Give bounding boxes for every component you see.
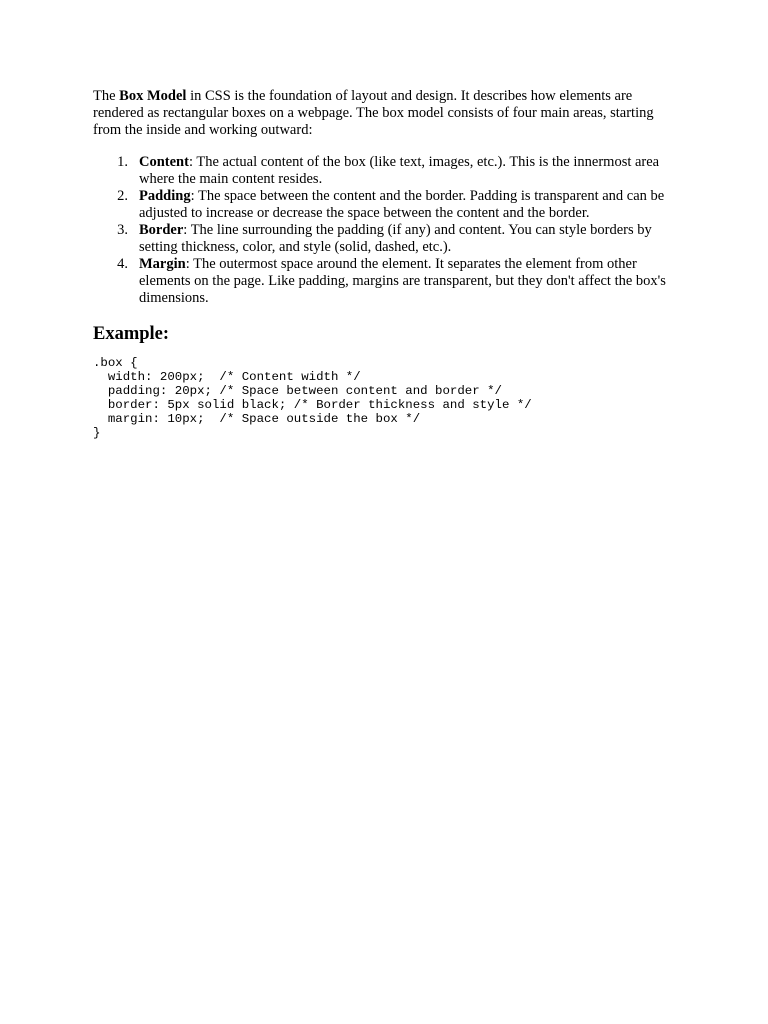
list-item-description: : The space between the content and the border. Padding is transparent and can be adjusted to increase or decrease the space between the content and the border. — [139, 188, 665, 221]
list-item-number: 1. — [117, 154, 128, 170]
list-item-description: : The actual content of the box (like text, images, etc.). This is the innermost area where the main content resides. — [139, 154, 660, 187]
list-item-number: 4. — [117, 256, 128, 272]
document-page — [93, 88, 678, 440]
css-code-block: .box { width: 200px; /* Content width */ padding: 20px; /* Space between content and border */ border: 5px solid black; /* Border thickness and style */ margin: 10px; /* Space outside the box */ } — [93, 356, 532, 440]
intro-text-start: The — [93, 88, 120, 104]
intro-text-rest: in CSS is the foundation of layout and design. It describes how elements are rendered as rectangular boxes on a webpage. The box model consists of four main areas, starting from the inside and working outward: — [93, 88, 654, 138]
list-item-margin — [93, 256, 678, 307]
list-item-number: 3. — [117, 222, 128, 238]
list-item-border — [93, 222, 678, 256]
box-model-areas-list — [93, 154, 678, 307]
list-item-term: Content — [139, 154, 189, 170]
list-item-number: 2. — [117, 188, 128, 204]
list-item-term: Padding — [139, 188, 191, 204]
list-item-term: Margin — [139, 256, 186, 272]
intro-paragraph — [93, 88, 678, 139]
list-item-description: : The outermost space around the element. It separates the element from other elements on the page. Like padding, margins are transparent, but they don't affect the box's dimensions. — [139, 256, 666, 306]
list-item-term: Border — [139, 222, 184, 238]
list-item-description: : The line surrounding the padding (if any) and content. You can style borders by setting thickness, color, and style (solid, dashed, etc.). — [139, 222, 652, 255]
list-item-padding — [93, 188, 678, 222]
example-heading: Example: — [93, 324, 170, 344]
intro-term: Box Model — [119, 88, 187, 104]
list-item-content — [93, 154, 678, 188]
